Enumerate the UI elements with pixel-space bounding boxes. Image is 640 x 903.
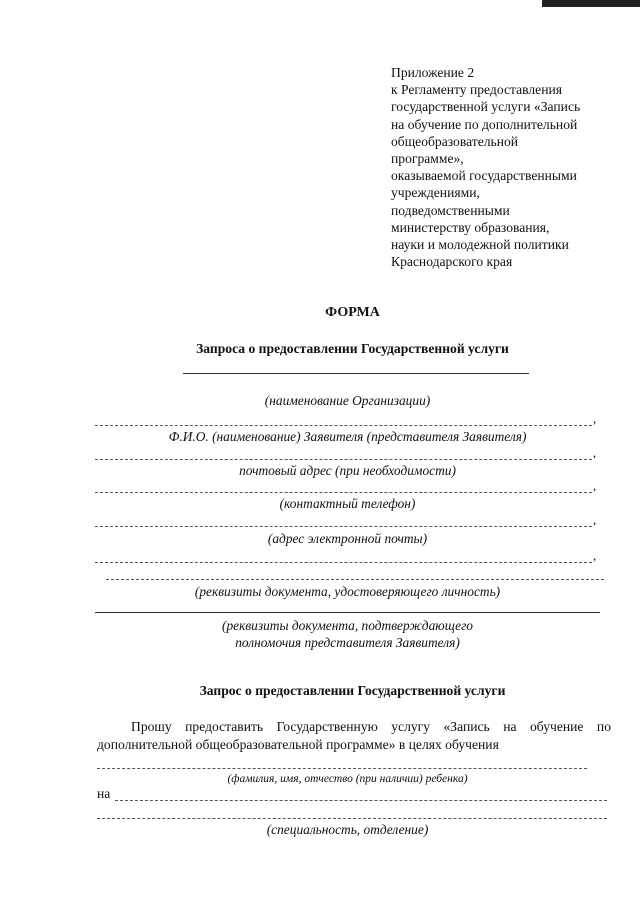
appendix-line: учреждениями,	[391, 185, 480, 201]
prefix-na: на	[97, 786, 111, 801]
authority-doc-line	[95, 612, 600, 613]
comma-mark: ,	[593, 411, 597, 426]
appendix-line: общеобразовательной	[391, 133, 519, 149]
applicant-caption: Ф.И.О. (наименование) Заявителя (представителя Заявителя)	[168, 429, 527, 444]
form-title: ФОРМА	[325, 305, 380, 320]
appendix-line: государственной услуги «Запись	[391, 99, 581, 115]
authority-doc-caption-line-2: полномочия представителя Заявителя)	[235, 635, 460, 650]
organization-line	[183, 373, 529, 374]
appendix-line: оказываемой государственными	[391, 168, 577, 184]
email-line	[95, 526, 592, 527]
specialty-line	[97, 818, 607, 819]
postal-caption: почтовый адрес (при необходимости)	[239, 463, 456, 478]
comma-mark: ,	[593, 478, 597, 493]
comma-mark: ,	[593, 512, 597, 527]
request-body-text: Прошу предоставить Государственную услугу «Запись на обучение по дополнительной общеобразовательной программе» в целях обучения	[97, 719, 611, 752]
appendix-line: Приложение 2	[391, 65, 475, 80]
form-subtitle: Запроса о предоставлении Государственной услуги	[196, 341, 509, 356]
appendix-line: министерству образования,	[391, 219, 550, 235]
request-heading: Запрос о предоставлении Государственной услуги	[199, 683, 506, 698]
appendix-line: подведомственными	[391, 202, 510, 218]
organization-caption: (наименование Организации)	[264, 393, 431, 408]
appendix-line: науки и молодежной политики	[391, 237, 569, 253]
appendix-line: к Регламенту предоставления	[391, 82, 562, 98]
comma-mark: ,	[593, 548, 597, 563]
authority-doc-caption-line-1: (реквизиты документа, подтверждающего	[221, 618, 474, 633]
postal-line	[95, 459, 592, 460]
comma-mark: ,	[593, 445, 597, 460]
child-name-line	[97, 768, 587, 769]
blank-line	[95, 562, 592, 563]
applicant-line	[95, 425, 592, 426]
identity-doc-caption: (реквизиты документа, удостоверяющего личность)	[194, 584, 501, 599]
phone-line	[95, 492, 592, 493]
appendix-line: на обучение по дополнительной	[391, 116, 578, 132]
specialty-caption: (специальность, отделение)	[266, 822, 429, 837]
program-line	[115, 800, 607, 801]
appendix-line: программе»,	[391, 151, 464, 167]
email-caption: (адрес электронной почты)	[267, 531, 428, 546]
appendix-block	[391, 64, 631, 270]
identity-doc-line	[106, 579, 604, 580]
request-body	[97, 718, 611, 754]
phone-caption: (контактный телефон)	[279, 496, 416, 511]
child-name-caption: (фамилия, имя, отчество (при наличии) ребенка)	[227, 773, 468, 785]
scan-artifact	[542, 0, 640, 7]
appendix-line: Краснодарского края	[391, 254, 513, 270]
